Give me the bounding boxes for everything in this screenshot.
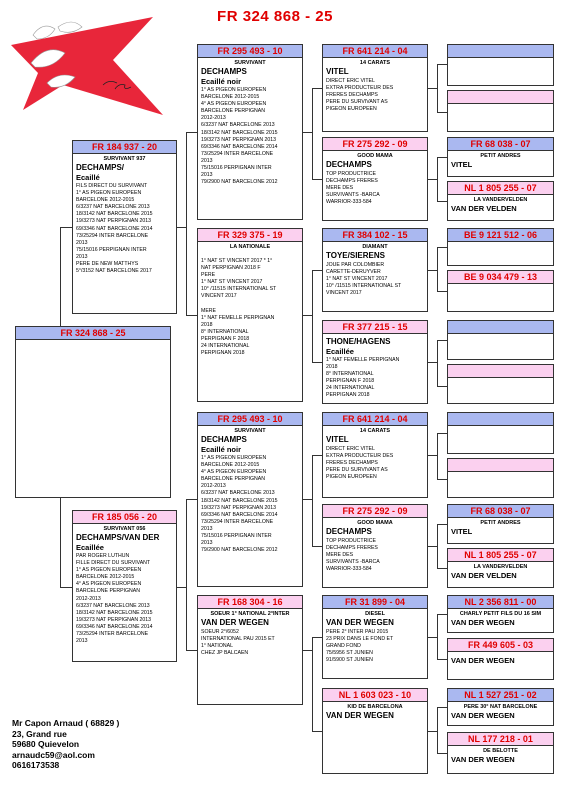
gen2-nickname-1: SURVIVANT	[234, 60, 266, 66]
gen3-name-1: VITEL	[326, 67, 349, 76]
connector	[312, 270, 322, 271]
connector	[437, 433, 447, 434]
gen4-card-15	[447, 688, 554, 726]
gen2-name-3: DECHAMPS	[201, 435, 247, 444]
gen2-details-4: SOEUR 2°/6052 INTERNATIONAL PAU 2015 ET 1° NATIONAL CHEZ JP BALCAEN	[201, 629, 275, 657]
connector	[428, 179, 437, 180]
gen4-card-7	[447, 334, 554, 360]
dam-color: Ecaillée	[76, 543, 104, 552]
connector	[312, 637, 322, 638]
connector	[312, 731, 322, 732]
connector	[186, 315, 197, 316]
sire-ring: FR 184 937 - 20	[73, 141, 176, 154]
gen4-box-2	[447, 90, 554, 104]
gen4-name-3: VITEL	[451, 160, 473, 169]
connector	[437, 247, 438, 291]
gen3-nickname-8: KID DE BARCELONA	[347, 704, 403, 710]
gen4-card-12	[447, 548, 554, 588]
subject-card	[15, 326, 171, 498]
gen4-ring-11: FR 68 038 - 07	[448, 505, 553, 518]
gen2-ring-4: FR 168 304 - 16	[198, 596, 302, 609]
gen2-color-3: Ecaillé noir	[201, 445, 242, 454]
connector	[303, 315, 312, 316]
connector	[428, 362, 437, 363]
gen4-card-11	[447, 504, 554, 544]
gen3-ring-2: FR 275 292 - 09	[323, 138, 427, 151]
gen2-ring-1: FR 295 493 - 10	[198, 45, 302, 58]
connector	[437, 659, 447, 660]
connector	[437, 340, 438, 386]
connector	[437, 433, 438, 479]
gen4-card-3	[447, 137, 554, 177]
gen3-ring-6: FR 275 292 - 09	[323, 505, 427, 518]
owner-city: 59680 Quievelon	[12, 739, 80, 749]
pedigree-title: FR 324 868 - 25	[217, 8, 333, 25]
gen4-card-6	[447, 270, 554, 312]
connector	[312, 637, 313, 731]
gen2-card-2	[197, 228, 303, 402]
connector	[428, 88, 437, 89]
gen3-ring-5: FR 641 214 - 04	[323, 413, 427, 426]
connector	[428, 731, 437, 732]
gen3-name-6: DECHAMPS	[326, 527, 372, 536]
gen3-card-6	[322, 504, 428, 588]
gen4-nickname-4: LA VANDERVELDEN	[473, 197, 528, 203]
dam-name: DECHAMPS/VAN DER	[76, 533, 160, 542]
connector	[428, 637, 437, 638]
gen4-box-10	[447, 458, 554, 472]
sire-details: FILS DIRECT DU SURVIVANT 1° AS PIGEON EUROPEEN BARCELONE 2012-2015 6/3237 NAT BARCELONE 2013 18/3142 NAT BARCELONE 2015 19/3273 NAT PERPIGNAN 2013 69/3346 NAT BARCELONE 2014 73/25294 INTER BARCELONE 2013 75/15016 PERPIGNAN INTER 2013 PERE DE NEW MATTHYS 5°/3152 NAT BARCELONE 2017	[76, 183, 153, 275]
gen3-card-5	[322, 412, 428, 498]
connector	[437, 64, 438, 112]
connector	[437, 64, 447, 65]
connector	[428, 270, 437, 271]
connector	[437, 614, 447, 615]
gen3-nickname-3: DIAMANT	[362, 244, 388, 250]
connector	[312, 455, 322, 456]
gen4-name-16: VAN DER WEGEN	[451, 755, 515, 764]
connector	[437, 524, 447, 525]
gen4-card-9	[447, 426, 554, 454]
gen4-ring-6: BE 9 034 479 - 13	[448, 271, 553, 284]
gen4-card-2	[447, 104, 554, 132]
gen3-name-8: VAN DER WEGEN	[326, 711, 394, 720]
gen2-details-3: 1° AS PIGEON EUROPEEN BARCELONE 2012-2015 4° AS PIGEON EUROPEEN BARCELONE PERPIGNAN 2012-2013 6/3237 NAT BARCELONE 2013 18/3142 NAT BARCELONE 2015 19/3273 NAT PERPIGNAN 2013 69/3346 NAT BARCELONE 2014 73/25294 INTER BARCELONE 2013 75/15016 PERPIGNAN INTER 2013 79/2900 NAT BARCELONE 2012	[201, 455, 278, 554]
gen3-card-8	[322, 688, 428, 774]
connector	[312, 455, 313, 546]
gen3-details-1: DIRECT ERIC VITEL EXTRA PRODUCTEUR DES FRERES DECHAMPS PERE DU SURVIVANT AS PIGEON EUROPEEN	[326, 78, 394, 113]
gen3-nickname-6: GOOD MAMA	[357, 520, 393, 526]
connector	[177, 227, 186, 228]
gen2-card-4	[197, 595, 303, 705]
gen2-details-2: 1° NAT ST VINCENT 2017 * 1° NAT PERPIGNAN 2018 F PERE 1° NAT ST VINCENT 2017 10° /11515 INTERNATIONAL ST VINCENT 2017 MERE 1° NAT FEMELLE PERPIGNAN 2018 8° INTERNATIONAL PERPIGNAN F 2018 24 INTERNATIONAL PERPIGNAN 2018	[201, 258, 277, 357]
connector	[312, 362, 322, 363]
connector	[186, 499, 197, 500]
gen4-ring-16: NL 177 218 - 01	[448, 733, 553, 746]
gen2-details-1: 1° AS PIGEON EUROPEEN BARCELONE 2012-2015 4° AS PIGEON EUROPEEN BARCELONE PERPIGNAN 2012-2013 6/3237 NAT BARCELONE 2013 18/3142 NAT BARCELONE 2015 19/3273 NAT PERPIGNAN 2013 69/3346 NAT BARCELONE 2014 73/25294 INTER BARCELONE 2013 75/15016 PERPIGNAN INTER 2013 79/2900 NAT BARCELONE 2012	[201, 87, 278, 186]
gen4-name-11: VITEL	[451, 527, 473, 536]
connector	[60, 497, 61, 587]
connector	[186, 132, 197, 133]
dam-details: PAR ROGER LUTHUN FILLE DIRECT DU SURVIVANT 1° AS PIGEON EUROPEEN BARCELONE 2012-2015 4° AS PIGEON EUROPEEN BARCELONE PERPIGNAN 2012-2013 6/3237 NAT BARCELONE 2013 18/3142 NAT BARCELONE 2015 19/3273 NAT PERPIGNAN 2013 69/3346 NAT BARCELONE 2014 73/25294 INTER BARCELONE 2013	[76, 553, 153, 645]
gen3-name-3: TOYE/SIERENS	[326, 251, 385, 260]
connector	[60, 227, 72, 228]
gen4-card-14	[447, 638, 554, 680]
owner-block	[12, 718, 119, 771]
gen4-ring-4: NL 1 805 255 - 07	[448, 182, 553, 195]
gen3-card-4	[322, 320, 428, 404]
gen2-ring-3: FR 295 493 - 10	[198, 413, 302, 426]
connector	[186, 499, 187, 650]
gen3-nickname-5: 14 CARATS	[359, 428, 391, 434]
gen4-ring-5: BE 9 121 512 - 06	[448, 229, 553, 242]
gen3-name-2: DECHAMPS	[326, 160, 372, 169]
owner-email: arnaudc59@aol.com	[12, 749, 95, 760]
connector	[60, 587, 72, 588]
gen2-name-1: DECHAMPS	[201, 67, 247, 76]
gen4-box-7	[447, 320, 554, 334]
connector	[312, 88, 313, 179]
gen3-details-3: JOUE PAR COLOMBIER CARETTE-DERUYVER 1° NAT ST VINCENT 2017 10° /11515 INTERNATIONAL ST VINCENT 2017	[326, 262, 402, 297]
connector	[437, 524, 438, 568]
gen2-nickname-4: SOEUR 1° NATIONAL 2°INTER	[210, 611, 290, 617]
gen3-name-4: THONE/HAGENS	[326, 337, 391, 346]
connector	[312, 546, 322, 547]
sire-nickname: SURVIVANT 937	[103, 156, 146, 162]
gen2-card-3	[197, 412, 303, 587]
gen4-name-13: VAN DER WEGEN	[451, 618, 515, 627]
connector	[437, 247, 447, 248]
gen3-nickname-1: 14 CARATS	[359, 60, 391, 66]
subject-ring: FR 324 868 - 25	[16, 327, 170, 340]
connector	[312, 179, 322, 180]
gen4-name-4: VAN DER VELDEN	[451, 204, 517, 213]
gen4-card-5	[447, 228, 554, 266]
gen3-ring-1: FR 641 214 - 04	[323, 45, 427, 58]
connector	[437, 568, 447, 569]
gen3-color-4: Ecaillée	[326, 347, 354, 356]
connector	[186, 650, 197, 651]
gen2-name-4: VAN DER WEGEN	[201, 618, 269, 627]
gen4-card-10	[447, 472, 554, 498]
connector	[312, 270, 313, 362]
gen3-details-6: TOP PRODUCTRICE DECHAMPS FRERES MERE DES SURVIVANTS -BARCA WARRIOR-333-584	[326, 538, 380, 573]
gen4-box-1	[447, 44, 554, 58]
connector	[177, 587, 186, 588]
sire-card	[72, 140, 177, 314]
connector	[437, 157, 438, 201]
gen2-color-1: Ecaillé noir	[201, 77, 242, 86]
gen3-card-2	[322, 137, 428, 221]
connector	[60, 227, 61, 327]
connector	[437, 157, 447, 158]
owner-phone: 0616173538	[12, 760, 60, 770]
connector	[437, 386, 447, 387]
connector	[303, 132, 312, 133]
gen3-nickname-7: DIESEL	[365, 611, 385, 617]
gen4-card-13	[447, 595, 554, 633]
gen4-ring-12: NL 1 805 255 - 07	[448, 549, 553, 562]
connector	[437, 112, 447, 113]
gen4-nickname-11: PETIT ANDRES	[480, 520, 521, 526]
gen4-nickname-12: LA VANDERVELDEN	[473, 564, 528, 570]
connector	[428, 455, 437, 456]
sire-name: DECHAMPS/	[76, 163, 125, 172]
gen2-nickname-2: LA NATIONALE	[229, 244, 271, 250]
connector	[437, 753, 447, 754]
connector	[437, 707, 438, 753]
connector	[428, 546, 437, 547]
gen4-card-8	[447, 378, 554, 404]
gen3-card-7	[322, 595, 428, 679]
gen4-ring-13: NL 2 356 811 - 00	[448, 596, 553, 609]
dam-nickname: SURVIVANT 056	[103, 526, 146, 532]
gen3-ring-7: FR 31 899 - 04	[323, 596, 427, 609]
gen3-details-4: 1° NAT FEMELLE PERPIGNAN 2018 8° INTERNATIONAL PERPIGNAN F 2018 24 INTERNATIONAL PERPIGNAN 2018	[326, 357, 400, 399]
connector	[437, 479, 447, 480]
gen3-card-1	[322, 44, 428, 132]
connector	[303, 650, 312, 651]
gen4-card-16	[447, 732, 554, 774]
connector	[303, 499, 312, 500]
owner-name: Mr Capon Arnaud ( 68829 )	[12, 718, 120, 728]
gen4-box-8	[447, 364, 554, 378]
gen2-nickname-3: SURVIVANT	[234, 428, 266, 434]
gen3-ring-3: FR 384 102 - 15	[323, 229, 427, 242]
gen3-ring-4: FR 377 215 - 15	[323, 321, 427, 334]
gen2-card-1	[197, 44, 303, 220]
gen4-ring-14: FR 449 605 - 03	[448, 639, 553, 652]
connector	[437, 340, 447, 341]
gen4-ring-3: FR 68 038 - 07	[448, 138, 553, 151]
sire-color: Ecaillé	[76, 173, 100, 182]
gen2-ring-2: FR 329 375 - 19	[198, 229, 302, 242]
gen4-nickname-13: CHARLY PETIT FILS DU 16 SIM	[459, 611, 542, 617]
doves-star-logo-icon	[3, 5, 166, 118]
gen3-ring-8: NL 1 603 023 - 10	[323, 689, 427, 702]
dam-card	[72, 510, 177, 662]
gen3-details-2: TOP PRODUCTRICE DECHAMPS FRERES MERE DES SURVIVANTS -BARCA WARRIOR-333-584	[326, 171, 380, 206]
connector	[437, 707, 447, 708]
gen3-nickname-2: GOOD MAMA	[357, 153, 393, 159]
gen3-card-3	[322, 228, 428, 312]
gen3-details-5: DIRECT ERIC VITEL EXTRA PRODUCTEUR DES FRERES DECHAMPS PERE DU SURVIVANT AS PIGEON EUROPEEN	[326, 446, 394, 481]
connector	[437, 201, 447, 202]
gen4-name-15: VAN DER WEGEN	[451, 711, 515, 720]
connector	[312, 88, 322, 89]
gen4-name-12: VAN DER VELDEN	[451, 571, 517, 580]
gen4-nickname-3: PETIT ANDRES	[480, 153, 521, 159]
gen4-nickname-15: PERE 30° NAT BARCELONE	[463, 704, 538, 710]
gen3-details-7: PERE 2° INTER PAU 2015 23 PRIX DANS LE FOND ET GRAND FOND 75/5956 ST JUNIEN 91/5900 ST JUNIEN	[326, 629, 394, 664]
connector	[437, 614, 438, 659]
gen4-card-4	[447, 181, 554, 221]
gen4-ring-15: NL 1 527 251 - 02	[448, 689, 553, 702]
connector	[437, 291, 447, 292]
owner-street: 23, Grand rue	[12, 728, 67, 739]
dam-ring: FR 185 056 - 20	[73, 511, 176, 524]
gen3-name-7: VAN DER WEGEN	[326, 618, 394, 627]
gen4-card-1	[447, 58, 554, 86]
gen4-name-14: VAN DER WEGEN	[451, 656, 515, 665]
gen4-nickname-16: DE BELOTTE	[483, 748, 518, 754]
gen4-box-9	[447, 412, 554, 426]
gen3-name-5: VITEL	[326, 435, 349, 444]
connector	[186, 132, 187, 315]
